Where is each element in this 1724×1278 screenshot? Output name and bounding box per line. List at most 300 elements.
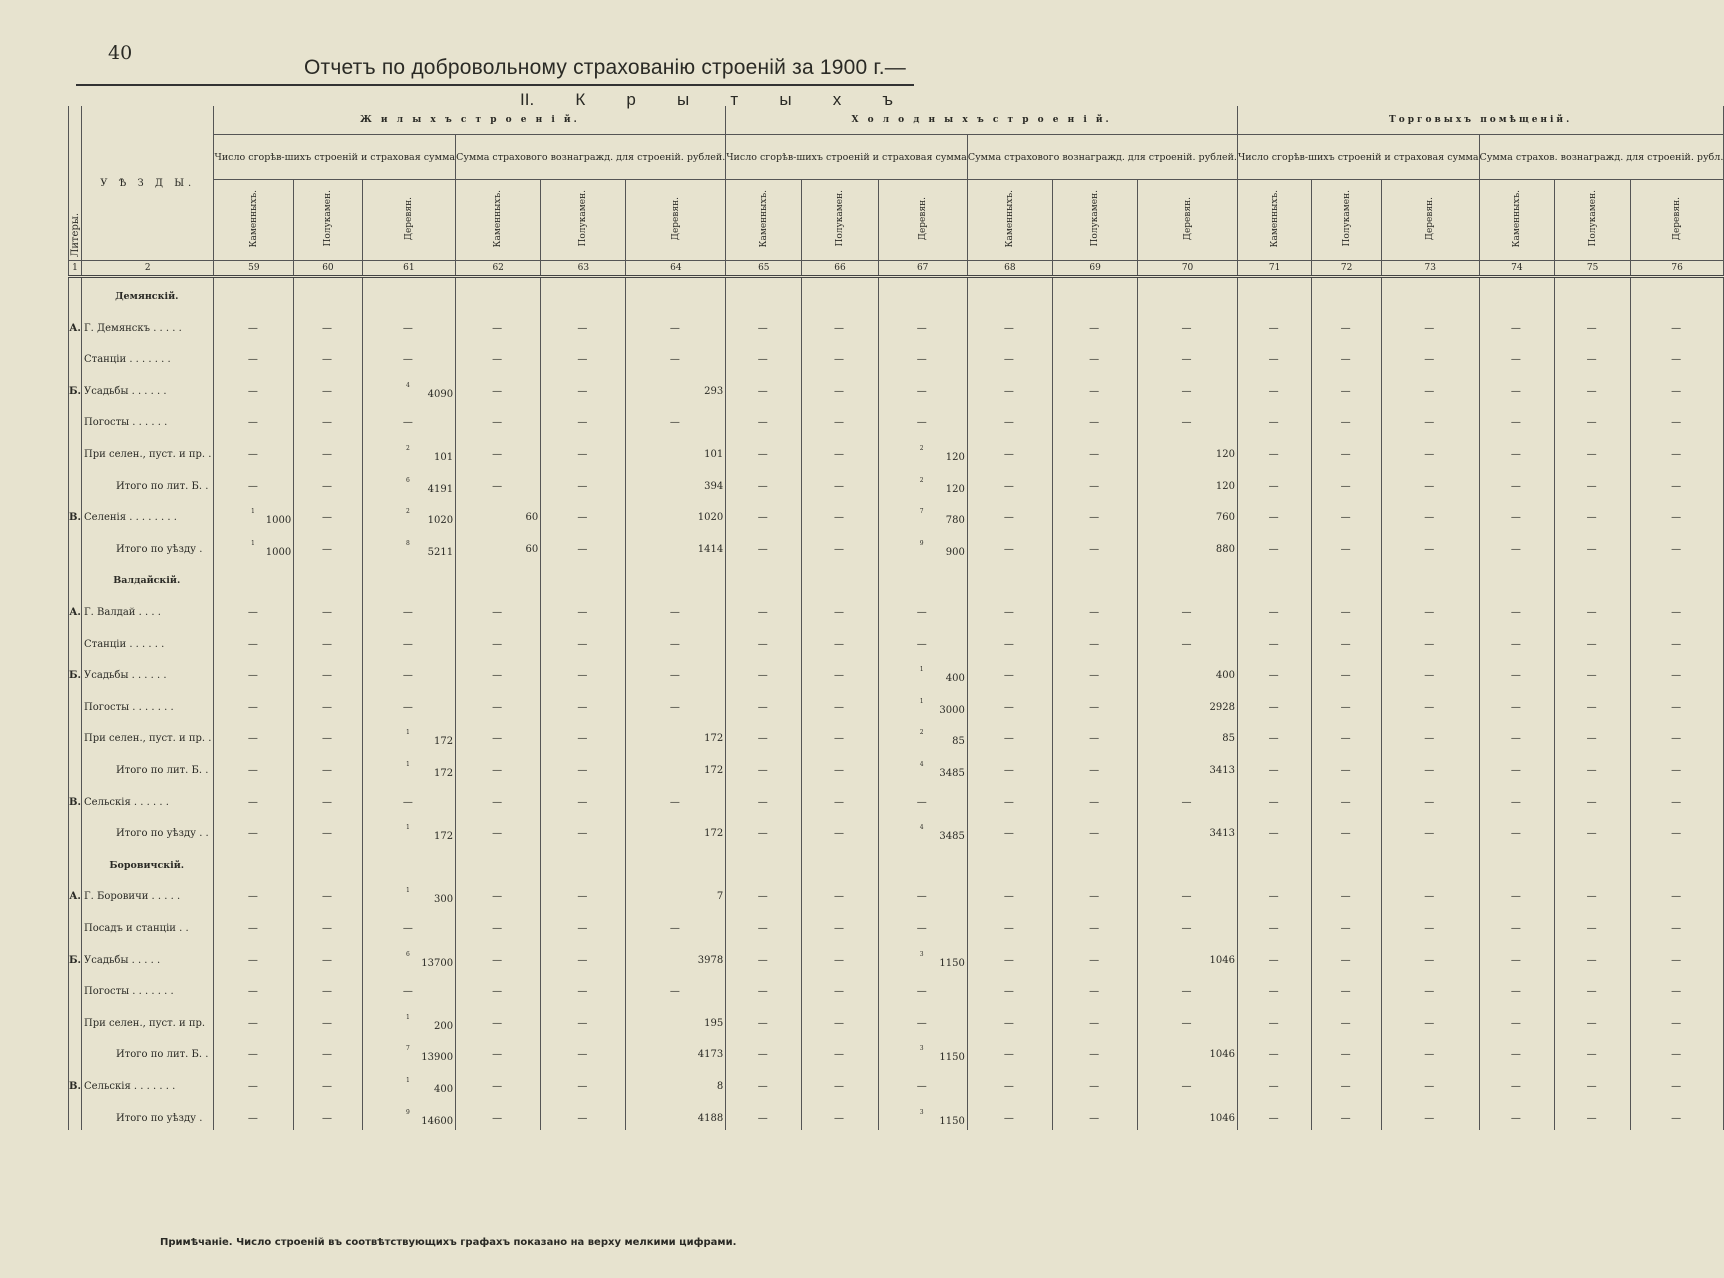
- dash-cell: —: [967, 940, 1052, 972]
- dash-cell: —: [541, 371, 626, 403]
- row-label: Станціи . . . . . .: [82, 624, 214, 656]
- table-row: [69, 498, 1724, 530]
- dash-cell: —: [1381, 434, 1479, 466]
- building-count: 6: [405, 950, 410, 958]
- dash-cell: —: [878, 877, 967, 909]
- building-count: 1: [405, 887, 410, 895]
- dash-cell: —: [967, 687, 1052, 719]
- row-letter: Б.: [69, 371, 82, 403]
- dash-cell: —: [294, 592, 362, 624]
- dash-cell: —: [294, 750, 362, 782]
- row-letter: [69, 434, 82, 466]
- dash-cell: —: [1479, 466, 1555, 498]
- district-heading-row: [69, 277, 1724, 309]
- dash-cell: —: [362, 624, 455, 656]
- building-count: 4: [405, 381, 410, 389]
- value-cell: [362, 719, 455, 751]
- dash-cell: —: [967, 498, 1052, 530]
- row-letter: [69, 624, 82, 656]
- building-count: 2: [405, 445, 410, 453]
- dash-cell: —: [1312, 656, 1382, 688]
- building-count: 8: [405, 539, 410, 547]
- row-letter: В.: [69, 782, 82, 814]
- insured-sum: 1150: [939, 1052, 965, 1064]
- empty-cell: [456, 845, 541, 877]
- dash-cell: —: [1555, 308, 1631, 340]
- insured-sum: 120: [945, 452, 965, 464]
- building-count: 2: [405, 508, 410, 516]
- dash-cell: —: [1479, 782, 1555, 814]
- dash-cell: —: [1052, 656, 1137, 688]
- dash-cell: —: [456, 719, 541, 751]
- dash-cell: —: [541, 1003, 626, 1035]
- row-letter: В.: [69, 1066, 82, 1098]
- empty-cell: [802, 277, 878, 309]
- table-row: [69, 624, 1724, 656]
- insured-sum: 400: [433, 1083, 454, 1095]
- dash-cell: —: [294, 1066, 362, 1098]
- dash-cell: —: [802, 1003, 878, 1035]
- dash-cell: —: [1312, 750, 1382, 782]
- dash-cell: —: [1138, 1066, 1238, 1098]
- dash-cell: —: [1381, 1098, 1479, 1130]
- table-row: [69, 972, 1724, 1004]
- dash-cell: —: [1381, 814, 1479, 846]
- dash-cell: —: [214, 1066, 294, 1098]
- dash-cell: —: [541, 434, 626, 466]
- dash-cell: —: [1630, 434, 1723, 466]
- subgroup-header: Число сгорѣв-шихъ строеній и страховая сумма: [726, 135, 968, 180]
- dash-cell: —: [294, 782, 362, 814]
- insured-sum: 172: [433, 831, 454, 843]
- dash-cell: —: [1237, 940, 1311, 972]
- group-header-cold: Х о л о д н ы х ъ с т р о е н і й.: [726, 106, 1238, 135]
- dash-cell: —: [541, 719, 626, 751]
- table-row: [69, 687, 1724, 719]
- empty-cell: [878, 561, 967, 593]
- empty-cell: [294, 845, 362, 877]
- value-cell: 3413: [1138, 750, 1238, 782]
- dash-cell: —: [456, 814, 541, 846]
- dash-cell: —: [1630, 656, 1723, 688]
- building-count: 3: [919, 1045, 924, 1053]
- dash-cell: —: [1479, 1066, 1555, 1098]
- dash-cell: —: [214, 1035, 294, 1067]
- dash-cell: —: [967, 972, 1052, 1004]
- material-header: Деревян.: [362, 180, 455, 261]
- dash-cell: —: [1237, 340, 1311, 372]
- dash-cell: —: [1630, 624, 1723, 656]
- dash-cell: —: [214, 687, 294, 719]
- dash-cell: —: [726, 529, 802, 561]
- dash-cell: —: [878, 1003, 967, 1035]
- dash-cell: —: [294, 877, 362, 909]
- column-number: 75: [1555, 261, 1631, 277]
- dash-cell: —: [802, 434, 878, 466]
- dash-cell: —: [726, 498, 802, 530]
- dash-cell: —: [726, 940, 802, 972]
- dash-cell: —: [1381, 1003, 1479, 1035]
- dash-cell: —: [214, 782, 294, 814]
- dash-cell: —: [541, 308, 626, 340]
- dash-cell: —: [362, 592, 455, 624]
- dash-cell: —: [1237, 1098, 1311, 1130]
- dash-cell: —: [1312, 403, 1382, 435]
- row-label: Итого по лит. Б. .: [82, 1035, 214, 1067]
- dash-cell: —: [626, 782, 726, 814]
- district-heading-row: [69, 845, 1724, 877]
- empty-cell: [967, 561, 1052, 593]
- dash-cell: —: [1479, 308, 1555, 340]
- dash-cell: —: [1237, 972, 1311, 1004]
- insured-sum: 1150: [939, 957, 965, 969]
- row-label: Итого по лит. Б. .: [82, 466, 214, 498]
- dash-cell: —: [214, 750, 294, 782]
- empty-cell: [362, 277, 455, 309]
- value-cell: 760: [1138, 498, 1238, 530]
- footnote: Примѣчаніе. Число строеній въ соотвѣтствующихъ графахъ показано на верху мелкими цифрами.: [160, 1237, 737, 1248]
- dash-cell: —: [802, 1066, 878, 1098]
- row-letter: [69, 403, 82, 435]
- dash-cell: —: [294, 656, 362, 688]
- dash-cell: —: [1555, 371, 1631, 403]
- dash-cell: —: [1381, 972, 1479, 1004]
- dash-cell: —: [1312, 782, 1382, 814]
- dash-cell: —: [1312, 529, 1382, 561]
- dash-cell: —: [626, 308, 726, 340]
- value-cell: 60: [456, 498, 541, 530]
- row-letter: [69, 1035, 82, 1067]
- material-header: Каменныхъ.: [1479, 180, 1555, 261]
- row-label: Итого по уѣзду . .: [82, 814, 214, 846]
- dash-cell: —: [802, 466, 878, 498]
- value-cell: [878, 814, 967, 846]
- dash-cell: —: [1052, 592, 1137, 624]
- dash-cell: —: [456, 687, 541, 719]
- dash-cell: —: [626, 687, 726, 719]
- value-cell: 85: [1138, 719, 1238, 751]
- dash-cell: —: [878, 782, 967, 814]
- empty-cell: [1381, 277, 1479, 309]
- dash-cell: —: [626, 908, 726, 940]
- insured-sum: 1020: [427, 515, 454, 527]
- dash-cell: —: [878, 592, 967, 624]
- dash-cell: —: [214, 624, 294, 656]
- dash-cell: —: [802, 371, 878, 403]
- material-header: Каменныхъ.: [726, 180, 802, 261]
- dash-cell: —: [1630, 750, 1723, 782]
- dash-cell: —: [1555, 624, 1631, 656]
- dash-cell: —: [1630, 940, 1723, 972]
- value-cell: 1020: [626, 498, 726, 530]
- material-header: Полукамен.: [541, 180, 626, 261]
- empty-cell: [1555, 277, 1631, 309]
- dash-cell: —: [1555, 972, 1631, 1004]
- dash-cell: —: [878, 1066, 967, 1098]
- dash-cell: —: [802, 592, 878, 624]
- dash-cell: —: [294, 1003, 362, 1035]
- insured-sum: 900: [945, 546, 965, 558]
- row-letter: [69, 466, 82, 498]
- dash-cell: —: [1052, 782, 1137, 814]
- dash-cell: —: [967, 403, 1052, 435]
- empty-cell: [456, 277, 541, 309]
- dash-cell: —: [1630, 498, 1723, 530]
- dash-cell: —: [1312, 814, 1382, 846]
- table-row: [69, 529, 1724, 561]
- column-number: 64: [626, 261, 726, 277]
- dash-cell: —: [1237, 529, 1311, 561]
- dash-cell: —: [1237, 656, 1311, 688]
- dash-cell: —: [294, 371, 362, 403]
- dash-cell: —: [1312, 340, 1382, 372]
- dash-cell: —: [1479, 877, 1555, 909]
- row-label: Г. Демянскъ . . . . .: [82, 308, 214, 340]
- table-row: [69, 1098, 1724, 1130]
- building-count: 1: [405, 761, 410, 768]
- value-cell: [362, 1066, 455, 1098]
- dash-cell: —: [726, 624, 802, 656]
- dash-cell: —: [726, 877, 802, 909]
- column-number: 67: [878, 261, 967, 277]
- building-count: 1: [405, 1076, 410, 1084]
- row-label: При селен., пуст. и пр. .: [82, 719, 214, 751]
- empty-cell: [1555, 845, 1631, 877]
- dash-cell: —: [362, 908, 455, 940]
- table-row: [69, 434, 1724, 466]
- section-letter: ы: [779, 90, 792, 109]
- dash-cell: —: [1237, 371, 1311, 403]
- dash-cell: —: [1630, 782, 1723, 814]
- dash-cell: —: [456, 1066, 541, 1098]
- insured-sum: 101: [433, 452, 454, 464]
- row-label: При селен., пуст. и пр.: [82, 1003, 214, 1035]
- dash-cell: —: [456, 972, 541, 1004]
- dash-cell: —: [1138, 403, 1238, 435]
- dash-cell: —: [1381, 371, 1479, 403]
- row-label: Погосты . . . . . . .: [82, 687, 214, 719]
- dash-cell: —: [1312, 719, 1382, 751]
- dash-cell: —: [726, 592, 802, 624]
- dash-cell: —: [541, 782, 626, 814]
- empty-cell: [1052, 561, 1137, 593]
- dash-cell: —: [1630, 1003, 1723, 1035]
- building-count: 1: [405, 729, 410, 737]
- dash-cell: —: [967, 656, 1052, 688]
- dash-cell: —: [1052, 340, 1137, 372]
- dash-cell: —: [1052, 750, 1137, 782]
- empty-cell: [214, 277, 294, 309]
- dash-cell: —: [1381, 908, 1479, 940]
- dash-cell: —: [1555, 403, 1631, 435]
- table-row: [69, 719, 1724, 751]
- dash-cell: —: [1479, 403, 1555, 435]
- dash-cell: —: [1381, 466, 1479, 498]
- table-row: [69, 466, 1724, 498]
- dash-cell: —: [1555, 592, 1631, 624]
- value-cell: [214, 529, 294, 561]
- section-letter: р: [626, 90, 636, 109]
- dash-cell: —: [214, 719, 294, 751]
- dash-cell: —: [1479, 624, 1555, 656]
- value-cell: [362, 750, 455, 782]
- dash-cell: —: [541, 687, 626, 719]
- column-number: 74: [1479, 261, 1555, 277]
- dash-cell: —: [802, 877, 878, 909]
- table-row: [69, 782, 1724, 814]
- value-cell: [362, 1098, 455, 1130]
- dash-cell: —: [1138, 592, 1238, 624]
- dash-cell: —: [967, 877, 1052, 909]
- dash-cell: —: [214, 656, 294, 688]
- dash-cell: —: [967, 624, 1052, 656]
- empty-cell: [1479, 561, 1555, 593]
- dash-cell: —: [1052, 1035, 1137, 1067]
- dash-cell: —: [1630, 371, 1723, 403]
- building-count: 2: [919, 445, 924, 453]
- empty-cell: [1630, 277, 1723, 309]
- dash-cell: —: [626, 656, 726, 688]
- row-label: Погосты . . . . . .: [82, 403, 214, 435]
- dash-cell: —: [967, 1066, 1052, 1098]
- dash-cell: —: [626, 340, 726, 372]
- value-cell: [362, 1003, 455, 1035]
- dash-cell: —: [214, 371, 294, 403]
- building-count: 1: [919, 666, 924, 674]
- dash-cell: —: [294, 1035, 362, 1067]
- district-heading-row: [69, 561, 1724, 593]
- material-header: Деревян.: [878, 180, 967, 261]
- empty-cell: [541, 845, 626, 877]
- value-cell: 101: [626, 434, 726, 466]
- dash-cell: —: [726, 750, 802, 782]
- dash-cell: —: [1381, 719, 1479, 751]
- dash-cell: —: [802, 940, 878, 972]
- dash-cell: —: [1052, 814, 1137, 846]
- dash-cell: —: [294, 498, 362, 530]
- dash-cell: —: [1237, 498, 1311, 530]
- value-cell: [362, 434, 455, 466]
- material-header: Деревян.: [1630, 180, 1723, 261]
- dash-cell: —: [1237, 687, 1311, 719]
- dash-cell: —: [362, 340, 455, 372]
- dash-cell: —: [456, 908, 541, 940]
- dash-cell: —: [1312, 308, 1382, 340]
- column-number: 71: [1237, 261, 1311, 277]
- statistics-table: [68, 106, 1724, 1130]
- dash-cell: —: [1312, 877, 1382, 909]
- dash-cell: —: [1138, 972, 1238, 1004]
- dash-cell: —: [214, 972, 294, 1004]
- section-letter: ъ: [882, 90, 893, 109]
- building-count: 1: [405, 1013, 410, 1021]
- dash-cell: —: [456, 940, 541, 972]
- empty-cell: [1237, 845, 1311, 877]
- dash-cell: —: [294, 466, 362, 498]
- dash-cell: —: [294, 719, 362, 751]
- value-cell: 394: [626, 466, 726, 498]
- material-header: Полукамен.: [294, 180, 362, 261]
- empty-cell: [456, 561, 541, 593]
- row-label: Итого по уѣзду .: [82, 529, 214, 561]
- dash-cell: —: [1555, 1098, 1631, 1130]
- value-cell: [878, 687, 967, 719]
- row-label: Посадъ и станціи . .: [82, 908, 214, 940]
- value-cell: 293: [626, 371, 726, 403]
- value-cell: 3978: [626, 940, 726, 972]
- empty-cell: [1312, 561, 1382, 593]
- dash-cell: —: [214, 308, 294, 340]
- dash-cell: —: [1555, 750, 1631, 782]
- dash-cell: —: [1138, 877, 1238, 909]
- dash-cell: —: [802, 687, 878, 719]
- empty-cell: [1630, 845, 1723, 877]
- dash-cell: —: [967, 782, 1052, 814]
- row-letter: [69, 972, 82, 1004]
- dash-cell: —: [1312, 624, 1382, 656]
- value-cell: [362, 529, 455, 561]
- row-letter: А.: [69, 877, 82, 909]
- column-number: 59: [214, 261, 294, 277]
- insured-sum: 1150: [939, 1115, 965, 1127]
- dash-cell: —: [726, 340, 802, 372]
- dash-cell: —: [878, 371, 967, 403]
- dash-cell: —: [1237, 750, 1311, 782]
- dash-cell: —: [1479, 371, 1555, 403]
- table-row: [69, 750, 1724, 782]
- table-row: [69, 592, 1724, 624]
- dash-cell: —: [726, 308, 802, 340]
- dash-cell: —: [456, 1003, 541, 1035]
- row-label: Г. Валдай . . . .: [82, 592, 214, 624]
- subgroup-header: Сумма страхов. вознагражд. для строеній. рубл.: [1479, 135, 1724, 180]
- uezdy-header: У Ѣ З Д Ы.: [82, 106, 214, 261]
- dash-cell: —: [1052, 1066, 1137, 1098]
- table-row: [69, 1035, 1724, 1067]
- dash-cell: —: [802, 1035, 878, 1067]
- dash-cell: —: [1381, 529, 1479, 561]
- dash-cell: —: [1312, 592, 1382, 624]
- value-cell: 1046: [1138, 1098, 1238, 1130]
- dash-cell: —: [214, 1003, 294, 1035]
- value-cell: [362, 1035, 455, 1067]
- dash-cell: —: [1479, 1035, 1555, 1067]
- dash-cell: —: [967, 1035, 1052, 1067]
- row-letter: [69, 845, 82, 877]
- dash-cell: —: [1052, 529, 1137, 561]
- dash-cell: —: [1312, 687, 1382, 719]
- dash-cell: —: [1555, 466, 1631, 498]
- value-cell: 3413: [1138, 814, 1238, 846]
- dash-cell: —: [626, 624, 726, 656]
- dash-cell: —: [1052, 1098, 1137, 1130]
- row-letter: [69, 814, 82, 846]
- dash-cell: —: [362, 782, 455, 814]
- dash-cell: —: [878, 908, 967, 940]
- dash-cell: —: [1237, 1066, 1311, 1098]
- dash-cell: —: [541, 466, 626, 498]
- row-letter: [69, 1098, 82, 1130]
- insured-sum: 780: [945, 515, 965, 527]
- dash-cell: —: [1630, 466, 1723, 498]
- table-row: [69, 908, 1724, 940]
- litery-header: Литеры.: [69, 106, 82, 261]
- value-cell: [878, 498, 967, 530]
- dash-cell: —: [1381, 1066, 1479, 1098]
- dash-cell: —: [1138, 624, 1238, 656]
- insured-sum: 1000: [265, 515, 292, 527]
- row-label: Станціи . . . . . . .: [82, 340, 214, 372]
